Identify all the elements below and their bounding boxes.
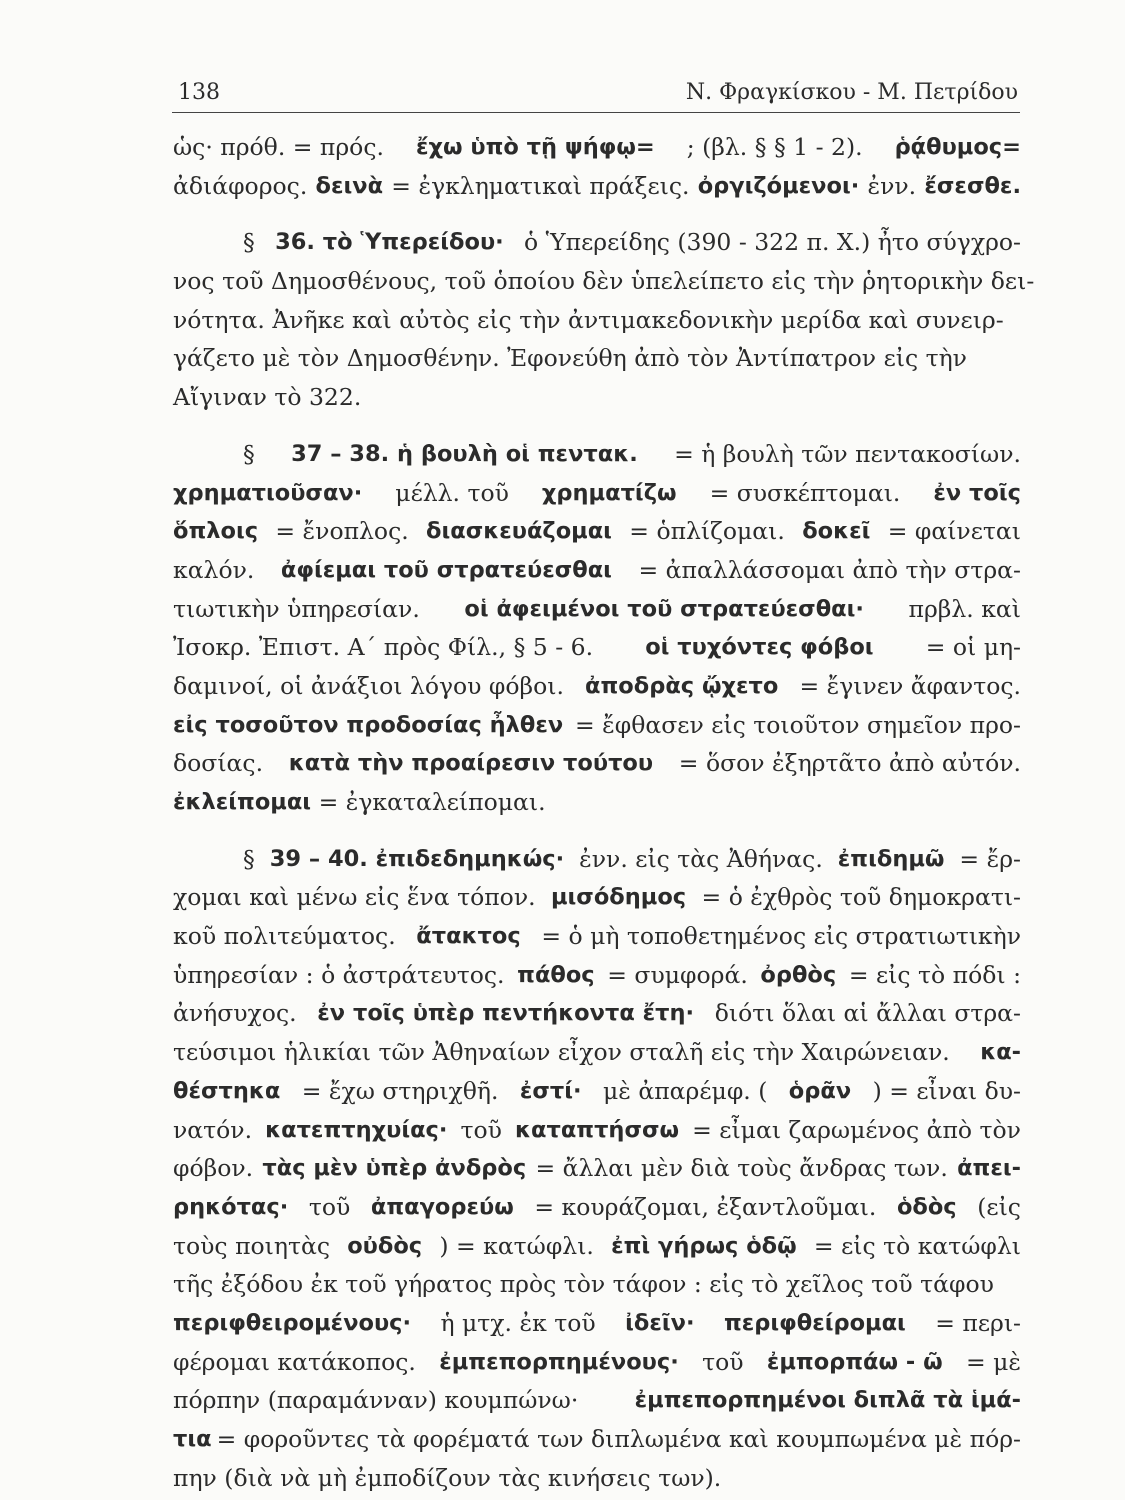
gloss-text: νατόν. xyxy=(173,1115,253,1144)
gloss-text: = φοροῦντες τὰ φορέματά των διπλωμένα καὶ κουμπωμένα μὲ πόρ- xyxy=(216,1425,1021,1453)
gloss-text: τιωτικὴν ὑπηρεσίαν. xyxy=(173,594,420,623)
gloss-text: § xyxy=(243,844,255,873)
text-line xyxy=(173,167,1021,206)
gloss-text: ὁ Ὑπερείδης (390 - 322 π. Χ.) ἦτο σύγχρο- xyxy=(524,228,1021,257)
gloss-text: ; (βλ. § § 1 - 2). xyxy=(686,133,863,161)
lemma-term: ἐπὶ γήρως ὁδῷ xyxy=(611,1232,797,1259)
lemma-term: ἐμπεπορπημένοι διπλᾶ τὰ ἱμά- xyxy=(634,1387,1021,1414)
gloss-text: τοῦ xyxy=(702,1347,744,1376)
text-line xyxy=(173,339,1021,378)
lemma-term: 36. τὸ Ὑπερείδου· xyxy=(275,229,504,256)
text-line xyxy=(173,628,1021,667)
gloss-text: χομαι καὶ μένω εἰς ἕνα τόπον. xyxy=(173,883,536,912)
lemma-term: ἀφίεμαι τοῦ στρατεύεσθαι xyxy=(280,556,612,583)
gloss-text: = ἄλλαι μὲν διὰ τοὺς ἄνδρας των. xyxy=(535,1154,948,1183)
lemma-term: ἐκλείπομαι xyxy=(173,789,312,815)
lemma-term: κατεπτηχυίας· xyxy=(265,1116,448,1143)
lemma-term: ἀπει- xyxy=(957,1155,1021,1182)
text-line xyxy=(173,956,1021,995)
text-line xyxy=(173,378,1021,417)
gloss-text: τοὺς ποιητὰς xyxy=(173,1231,330,1260)
lemma-term: εἰς τοσοῦτον προδοσίας ἦλθεν xyxy=(173,711,564,738)
lemma-term: ἐμπορπάω - ῶ xyxy=(766,1348,943,1375)
running-title: Ν. Φραγκίσκου - Μ. Πετρίδου xyxy=(685,80,1018,105)
gloss-text: = ἀπαλλάσσομαι ἀπὸ τὴν στρα- xyxy=(638,555,1021,584)
lemma-term: δοκεῖ xyxy=(802,518,871,545)
gloss-text: ἀνήσυχος. xyxy=(173,999,297,1028)
lemma-term: περιφθειρομένους· xyxy=(173,1309,412,1336)
lemma-term: ὀργιζόμενοι· xyxy=(697,172,860,199)
text-line xyxy=(173,878,1021,917)
lemma-term: χρηματίζω xyxy=(541,479,677,506)
text-line xyxy=(173,994,1021,1033)
gloss-text: = συσκέπτομαι. xyxy=(709,478,901,507)
gloss-text: πρβλ. καὶ xyxy=(908,594,1021,623)
gloss-text: φόβον. xyxy=(173,1154,254,1183)
gloss-text: (εἰς xyxy=(977,1192,1021,1221)
gloss-text: δοσίας. xyxy=(173,749,264,778)
text-line xyxy=(173,1381,1021,1420)
lemma-term: πάθος xyxy=(517,961,595,988)
lemma-term: κα- xyxy=(980,1039,1021,1066)
lemma-term: ῥᾴθυμος= xyxy=(894,134,1021,160)
text-line xyxy=(173,1304,1021,1343)
lemma-term: περιφθείρομαι xyxy=(723,1309,906,1336)
gloss-text: τοῦ xyxy=(308,1192,351,1221)
text-line xyxy=(173,667,1021,706)
gloss-text: = εἰς τὸ κατώφλι xyxy=(813,1231,1021,1260)
commentary-text xyxy=(173,128,1035,1497)
lemma-term: διασκευάζομαι xyxy=(426,518,612,545)
gloss-text: = περι- xyxy=(935,1308,1021,1337)
lemma-term: ἔχω ὑπὸ τῇ ψήφῳ= xyxy=(415,134,655,160)
paragraph-gap xyxy=(173,205,1021,223)
gloss-text: = ἔνοπλος. xyxy=(275,517,409,546)
lemma-term: τὰς μὲν ὑπὲρ ἀνδρὸς xyxy=(262,1155,527,1182)
page-number: 138 xyxy=(178,80,220,105)
gloss-text: νότητα. Ἀνῆκε καὶ αὐτὸς εἰς τὴν ἀντιμακεδονικὴν μερίδα καὶ συνειρ- xyxy=(173,305,1004,334)
gloss-text: ὡς· πρόθ. = πρός. xyxy=(173,133,384,161)
gloss-text: = εἶμαι ζαρωμένος ἀπὸ τὸν xyxy=(692,1115,1021,1144)
lemma-term: ἐπιδημῶ xyxy=(837,845,945,872)
gloss-text: = κουράζομαι, ἐξαντλοῦμαι. xyxy=(534,1192,877,1221)
lemma-term: ὀρθὸς xyxy=(760,961,837,988)
gloss-text: δαμινοί, οἱ ἀνάξιοι λόγου φόβοι. xyxy=(173,671,564,700)
gloss-text: νος τοῦ Δημοσθένους, τοῦ ὁποίου δὲν ὑπελείπετο εἰς τὴν ῥητορικὴν δει- xyxy=(173,267,1035,296)
gloss-text: = συμφορά. xyxy=(607,960,748,989)
lemma-term: κατὰ τὴν προαίρεσιν τούτου xyxy=(288,750,654,777)
lemma-term: ἄτακτος xyxy=(416,923,521,950)
gloss-text: = εἰς τὸ πόδι : xyxy=(848,960,1021,989)
lemma-term: θέστηκα xyxy=(173,1077,281,1104)
lemma-term: ὁρᾶν xyxy=(788,1077,852,1104)
text-line xyxy=(173,1343,1021,1382)
text-line xyxy=(173,917,1021,956)
lemma-term: 39 – 40. ἐπιδεδημηκώς· xyxy=(269,845,565,872)
gloss-text: ἡ μτχ. ἐκ τοῦ xyxy=(440,1308,596,1337)
text-line xyxy=(173,706,1021,745)
gloss-text: = ἐγκαταλείπομαι. xyxy=(318,788,546,816)
lemma-term: καταπτήσσω xyxy=(515,1116,680,1143)
gloss-text: = ἔφθασεν εἰς τοιοῦτον σημεῖον προ- xyxy=(575,710,1021,739)
lemma-term: ὅπλοις xyxy=(173,518,259,545)
gloss-text: = ἔγινεν ἄφαντος. xyxy=(799,671,1021,700)
text-line xyxy=(173,1033,1021,1072)
text-line xyxy=(173,840,1021,879)
gloss-text: τοῦ xyxy=(460,1115,502,1144)
text-line xyxy=(173,1111,1021,1150)
gloss-text: καλόν. xyxy=(173,555,255,584)
gloss-text: διότι ὅλαι αἱ ἄλλαι στρα- xyxy=(714,999,1021,1028)
lemma-term: δεινὰ xyxy=(315,172,384,199)
gloss-text: ) = εἶναι δυ- xyxy=(872,1076,1021,1105)
text-line xyxy=(173,1420,1021,1459)
gloss-text: § xyxy=(243,439,255,468)
gloss-text: = ὁ μὴ τοποθετημένος εἰς στρατιωτικὴν xyxy=(541,922,1021,951)
text-line xyxy=(173,512,1021,551)
lemma-term: ρηκότας· xyxy=(173,1193,289,1220)
text-line xyxy=(173,551,1021,590)
lemma-term: οὐδὸς xyxy=(347,1232,423,1259)
gloss-text: μέλλ. τοῦ xyxy=(395,478,509,507)
lemma-term: 37 – 38. ἡ βουλὴ οἱ πεντακ. xyxy=(291,440,638,467)
gloss-text: = ὅσον ἐξηρτᾶτο ἀπὸ αὐτόν. xyxy=(678,749,1021,778)
page-header xyxy=(178,80,1018,105)
text-line xyxy=(173,128,1021,167)
gloss-text: ἀδιάφορος. xyxy=(173,171,308,200)
text-line xyxy=(173,1188,1021,1227)
gloss-text: = ἡ βουλὴ τῶν πεντακοσίων. xyxy=(674,439,1021,468)
lemma-term: οἱ τυχόντες φόβοι xyxy=(645,634,874,661)
text-line xyxy=(173,590,1021,629)
gloss-text: ἐνν. εἰς τὰς Ἀθήνας. xyxy=(579,844,823,873)
text-line xyxy=(173,1149,1021,1188)
gloss-text: ) = κατώφλι. xyxy=(439,1231,594,1260)
gloss-text: πόρπην (παραμάνναν) κουμπώνω· xyxy=(173,1386,579,1415)
lemma-term: χρηματιοῦσαν· xyxy=(173,479,363,506)
gloss-text: πην (διὰ νὰ μὴ ἐμποδίζουν τὰς κινήσεις των). xyxy=(173,1463,722,1492)
gloss-text: τεύσιμοι ἡλικίαι τῶν Ἀθηναίων εἶχον σταλῆ εἰς τὴν Χαιρώνειαν. xyxy=(173,1038,950,1067)
text-line xyxy=(173,223,1021,262)
gloss-text: Αἴγιναν τὸ 322. xyxy=(173,383,362,412)
lemma-term: ἰδεῖν· xyxy=(625,1309,695,1336)
gloss-text: φέρομαι κατάκοπος. xyxy=(173,1347,416,1376)
lemma-term: ἔσεσθε. xyxy=(924,172,1021,199)
gloss-text: Ἰσοκρ. Ἐπιστ. Α΄ πρὸς Φίλ., § 5 - 6. xyxy=(173,633,594,662)
lemma-term: οἱ ἀφειμένοι τοῦ στρατεύεσθαι· xyxy=(464,595,864,622)
text-line xyxy=(173,1227,1021,1266)
lemma-term: ἀπαγορεύω xyxy=(370,1193,514,1220)
lemma-term: τια xyxy=(173,1426,212,1452)
lemma-term: μισόδημος xyxy=(550,884,687,911)
lemma-term: ἐστί· xyxy=(519,1077,582,1104)
lemma-term: ἐμπεπορπημένους· xyxy=(439,1348,679,1375)
gloss-text: τῆς ἐξόδου ἐκ τοῦ γήρατος πρὸς τὸν τάφον : εἰς τὸ χεῖλος τοῦ τάφου xyxy=(173,1270,994,1299)
gloss-text: = ἔρ- xyxy=(959,844,1021,873)
gloss-text: μὲ ἀπαρέμφ. ( xyxy=(603,1076,768,1105)
lemma-term: ἐν τοῖς ὑπὲρ πεντήκοντα ἔτη· xyxy=(317,1000,695,1027)
gloss-text: = οἱ μη- xyxy=(925,633,1021,662)
text-line xyxy=(173,1459,1021,1498)
gloss-text: = ὁ ἐχθρὸς τοῦ δημοκρατι- xyxy=(701,883,1021,912)
gloss-text: = φαίνεται xyxy=(887,517,1021,546)
paragraph-gap xyxy=(173,417,1021,435)
gloss-text: = ἔχω στηριχθῆ. xyxy=(301,1076,499,1105)
gloss-text: = μὲ xyxy=(965,1347,1021,1376)
gloss-text: = ὁπλίζομαι. xyxy=(629,517,785,546)
text-line xyxy=(173,474,1021,513)
text-line xyxy=(173,262,1035,301)
gloss-text: γάζετο μὲ τὸν Δημοσθένην. Ἐφονεύθη ἀπὸ τὸν Ἀντίπατρον εἰς τὴν xyxy=(173,344,967,373)
gloss-text: § xyxy=(243,228,255,257)
text-line xyxy=(173,1072,1021,1111)
text-line xyxy=(173,435,1021,474)
gloss-text: ἐνν. xyxy=(867,171,917,200)
text-line xyxy=(173,744,1021,783)
lemma-term: ἀποδρὰς ᾤχετο xyxy=(585,672,779,699)
gloss-text: = ἐγκληματικαὶ πράξεις. xyxy=(391,171,690,200)
lemma-term: ἐν τοῖς xyxy=(933,479,1021,506)
gloss-text: ὑπηρεσίαν : ὁ ἀστράτευτος. xyxy=(173,960,505,989)
text-line xyxy=(173,783,1021,822)
header-rule xyxy=(172,112,1020,113)
gloss-text: κοῦ πολιτεύματος. xyxy=(173,922,396,951)
paragraph-gap xyxy=(173,822,1021,840)
text-line xyxy=(173,1265,1021,1304)
lemma-term: ὁδὸς xyxy=(896,1193,957,1220)
text-line xyxy=(173,301,1021,340)
